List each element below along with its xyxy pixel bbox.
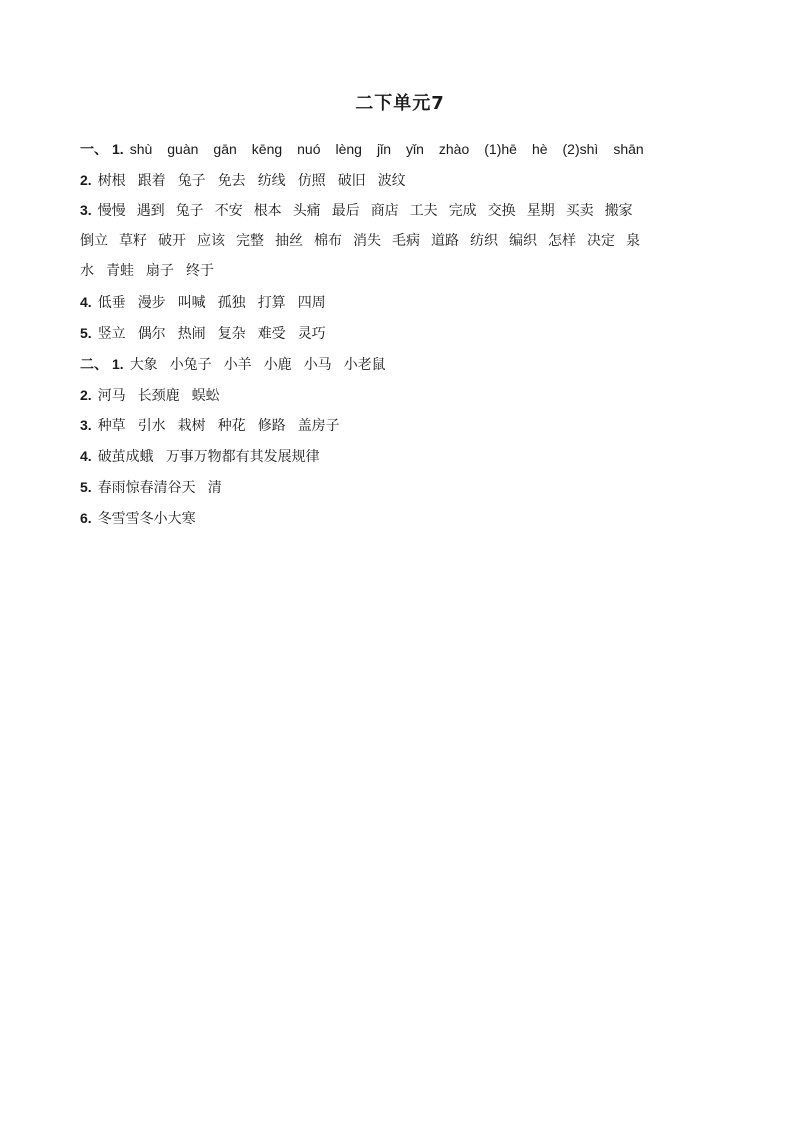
answer-term: 破茧成蛾 <box>97 449 154 465</box>
answer-term: 长颈鹿 <box>137 388 180 404</box>
answer-term: 种花 <box>217 418 246 434</box>
answer-tokens <box>130 357 398 373</box>
answer-term: zhào <box>438 141 470 157</box>
answer-term: 免去 <box>217 173 246 189</box>
answer-term: 扇子 <box>146 263 174 279</box>
answer-term: 根本 <box>253 203 282 219</box>
answer-term: 交换 <box>487 203 516 219</box>
answer-term: 孤独 <box>217 295 246 311</box>
answer-term: 完成 <box>448 203 477 219</box>
answer-term: 栽树 <box>177 418 206 434</box>
answer-term: (2)shì <box>562 141 599 157</box>
answer-term: 小马 <box>303 357 332 373</box>
answer-term: 春雨惊春清谷天 <box>97 480 196 496</box>
answer-term: guàn <box>167 141 199 157</box>
section-1-prefix: 一、 <box>80 142 108 158</box>
answer-term: 怎样 <box>548 233 576 249</box>
answer-line-2-1 <box>80 352 730 376</box>
answer-term: 水 <box>80 263 94 279</box>
answer-line-2-5 <box>80 475 730 499</box>
answer-term: 道路 <box>431 233 459 249</box>
answer-term: 破旧 <box>337 173 366 189</box>
answer-term: 盖房子 <box>297 418 340 434</box>
answer-term: 大象 <box>129 357 158 373</box>
answer-term: gān <box>213 141 237 157</box>
answer-term: shù <box>129 141 153 157</box>
answer-term: nuó <box>297 141 321 157</box>
answer-term: 草籽 <box>119 233 147 249</box>
answer-term: 兔子 <box>177 173 206 189</box>
answer-term: 商店 <box>370 203 399 219</box>
answer-term: yǐn <box>405 141 424 157</box>
answer-term: 毛病 <box>392 233 420 249</box>
answer-tokens <box>98 173 418 189</box>
answer-term: 跟着 <box>137 173 166 189</box>
answer-term: 仿照 <box>297 173 326 189</box>
answer-line-1-3a <box>80 198 730 222</box>
answer-term: 热闹 <box>177 326 206 342</box>
answer-term: shān <box>613 141 644 157</box>
answer-term: 小兔子 <box>169 357 212 373</box>
answer-term: jǐn <box>376 141 391 157</box>
answer-line-1-5 <box>80 321 730 345</box>
question-label: 4. <box>80 448 92 464</box>
answer-tokens <box>80 263 226 279</box>
answer-tokens <box>98 203 644 219</box>
question-label: 6. <box>80 510 92 526</box>
answer-term: 泉 <box>626 233 640 249</box>
answer-tokens <box>98 388 232 404</box>
answer-term: kēng <box>251 141 283 157</box>
answer-term: 四周 <box>297 295 326 311</box>
answer-term: 棉布 <box>314 233 342 249</box>
answer-term: 不安 <box>214 203 243 219</box>
answer-tokens <box>80 233 651 249</box>
answer-term: 灵巧 <box>297 326 326 342</box>
section-2-prefix: 二、 <box>80 357 108 373</box>
answer-term: 小羊 <box>223 357 252 373</box>
answer-tokens <box>130 142 659 158</box>
answer-line-2-3 <box>80 413 730 437</box>
question-label: 4. <box>80 294 92 310</box>
answer-term: 低垂 <box>97 295 126 311</box>
answer-line-1-2 <box>80 168 730 192</box>
answer-term: 应该 <box>197 233 225 249</box>
answer-tokens <box>98 418 352 434</box>
answer-tokens <box>98 449 332 465</box>
answer-term: 消失 <box>353 233 381 249</box>
answer-term: 慢慢 <box>97 203 126 219</box>
answer-term: 兔子 <box>175 203 204 219</box>
question-label: 3. <box>80 202 92 218</box>
answer-term: 漫步 <box>137 295 166 311</box>
question-label: 1. <box>112 356 124 372</box>
answer-term: 编织 <box>509 233 537 249</box>
answer-tokens <box>98 480 234 496</box>
answer-term: 修路 <box>257 418 286 434</box>
answer-line-1-3b <box>80 229 730 253</box>
answer-tokens <box>98 326 338 342</box>
answer-term: 决定 <box>587 233 615 249</box>
answer-term: hè <box>531 141 548 157</box>
answer-term: 青蛙 <box>106 263 134 279</box>
answer-tokens <box>98 511 208 527</box>
answer-term: 工夫 <box>409 203 438 219</box>
answer-term: 小鹿 <box>263 357 292 373</box>
answer-line-1-4 <box>80 290 730 314</box>
page-title: 二下单元7 <box>355 93 445 114</box>
answer-term: 终于 <box>186 263 214 279</box>
answer-term: 难受 <box>257 326 286 342</box>
answer-line-2-4 <box>80 444 730 468</box>
answer-term: 纺线 <box>257 173 286 189</box>
answer-term: 纺织 <box>470 233 498 249</box>
answer-term: 小老鼠 <box>343 357 386 373</box>
question-label: 1. <box>112 141 124 157</box>
answer-line-2-6 <box>80 506 730 530</box>
answer-term: 买卖 <box>565 203 594 219</box>
answer-term: 冬雪雪冬小大寒 <box>97 511 196 527</box>
question-label: 2. <box>80 387 92 403</box>
answer-term: 遇到 <box>136 203 165 219</box>
answer-term: 最后 <box>331 203 360 219</box>
answer-term: 清 <box>207 480 222 496</box>
question-label: 2. <box>80 172 92 188</box>
answer-term: 偶尔 <box>137 326 166 342</box>
answer-term: (1)hē <box>484 141 517 157</box>
answer-term: 抽丝 <box>275 233 303 249</box>
answer-term: 破开 <box>158 233 186 249</box>
answer-line-1-1 <box>80 137 730 161</box>
question-label: 5. <box>80 479 92 495</box>
answer-term: 搬家 <box>604 203 633 219</box>
answer-term: 倒立 <box>80 233 108 249</box>
answer-term: 万事万物都有其发展规律 <box>165 449 320 465</box>
answer-term: 打算 <box>257 295 286 311</box>
answer-term: 树根 <box>97 173 126 189</box>
answer-term: 竖立 <box>97 326 126 342</box>
answer-term: 星期 <box>526 203 555 219</box>
answer-term: 复杂 <box>217 326 246 342</box>
answer-term: 波纹 <box>377 173 406 189</box>
answer-term: 引水 <box>137 418 166 434</box>
answer-term: 完整 <box>236 233 264 249</box>
answer-term: 河马 <box>97 388 126 404</box>
answer-term: 头痛 <box>292 203 321 219</box>
question-label: 3. <box>80 417 92 433</box>
answer-term: 种草 <box>97 418 126 434</box>
question-label: 5. <box>80 325 92 341</box>
answer-line-2-2 <box>80 383 730 407</box>
answer-term: 蜈蚣 <box>191 388 220 404</box>
answer-tokens <box>98 295 338 311</box>
answer-line-1-3c <box>80 259 730 283</box>
answer-term: 叫喊 <box>177 295 206 311</box>
answer-term: lèng <box>335 141 362 157</box>
